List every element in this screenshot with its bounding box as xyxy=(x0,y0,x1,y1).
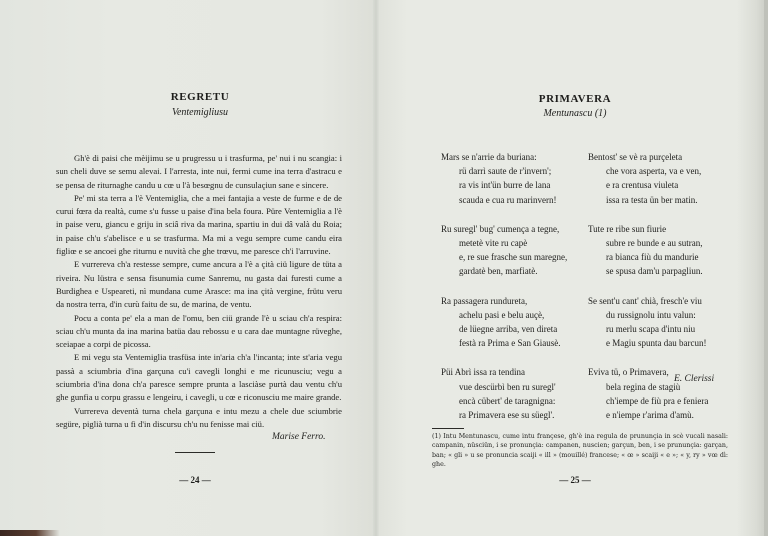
verse-line: issa ra testa ün ber matin. xyxy=(606,194,698,205)
verse-line: Ru suregl' bug' cumença a tegne, xyxy=(441,223,560,234)
stanza xyxy=(441,365,567,422)
verse-line: ra vis int'ün burre de lana xyxy=(459,180,551,191)
right-page-title: PRIMAVERA xyxy=(538,93,612,105)
verse-line: Ra passagera rundureta, xyxy=(441,295,528,306)
stanza xyxy=(588,294,708,351)
left-page-signature: Marise Ferro. xyxy=(272,432,326,442)
paragraph: Pocu a conta pe' ela a man de l'omu, ben ciü grande l'è u sciau ch'a respira: sciau ch'u munta da ina marina batüa dau rebossu e u cara dae muntagne rüveghe, sceiapae a corpi de picossa. xyxy=(56,312,342,350)
paragraph: Gh'è di paisi che mèijimu se u prugressu u i trasfurma, pe' nui i nu scangia: i sun cheli duve se semu alevai. I l'arresta, inte nui, fermi cume ina terra d'astracu e se pensa de riturnaghe candu u cœ u l'à besœgnu de cunsulaçiun sane e sincere. xyxy=(56,153,342,190)
verse-line: subre re bunde e au sutran, xyxy=(606,238,703,249)
poem-column-right xyxy=(588,150,708,437)
left-page-body xyxy=(56,152,342,431)
stanza xyxy=(441,222,567,279)
verse-line: ru merlu scapa d'intu niu xyxy=(606,324,696,335)
book-cover-corner xyxy=(0,530,60,536)
verse-line: achelu pasi e belu auçè, xyxy=(459,309,545,320)
separator-rule xyxy=(175,452,215,453)
verse-line: che vora asperta, va e ven, xyxy=(606,166,702,177)
verse-line: ra Primavera ese su süegl'. xyxy=(459,410,555,421)
verse-line: Püi Abrì issa ra tendina xyxy=(441,367,525,378)
page-number-right: — 25 — xyxy=(559,475,591,485)
verse-line: e n'iempe r'arima d'amù. xyxy=(606,410,694,421)
stanza xyxy=(441,150,567,207)
poem-column-left xyxy=(441,150,567,437)
verse-line: ch'iempe de fiù pra e feniera xyxy=(606,395,709,406)
right-page-signature: E. Clerissi xyxy=(674,374,715,384)
verse-line: Mars se n'arrie da buriana: xyxy=(441,152,537,162)
verse-line: festà ra Prima e San Giausè. xyxy=(459,338,561,349)
verse-line: du russignolu intu valun: xyxy=(606,309,696,320)
footnote-rule xyxy=(432,428,464,429)
page-edge xyxy=(764,0,768,536)
verse-line: vue descürbì ben ru suregl' xyxy=(459,381,556,392)
verse-line: encà cübert' de taragnigna: xyxy=(459,395,556,406)
stanza xyxy=(588,150,708,207)
verse-line: e ra crentusa viuleta xyxy=(606,180,679,191)
left-page-title: REGRETU xyxy=(170,91,230,103)
verse-line: Tute re ribe sun fiurie xyxy=(588,223,667,234)
verse-line: gardatè ben, marfiatè. xyxy=(459,266,538,277)
verse-line: bela regina de stagiù xyxy=(606,381,681,392)
paragraph: E mi vegu sta Ventemiglia trasfüsa inte in'aria ch'a l'incanta; inte st'aria vegu passà a sciumbria d'ina garçuna cu'i cavegli longhi e me ricunusciu; vegu a sciumbria d'ina dona ch'a paresce sempre prunta a lasciàse purtà dau ventu ch'u ghe gunfia u corpu grassu e lengeiru, i cavegli, u cœ e riconusciu me maire grande. xyxy=(56,352,342,403)
page-number-left: — 24 — xyxy=(179,475,211,485)
verse-line: de lüegne arriba, ven direta xyxy=(459,324,558,335)
verse-line: e Magiu spunta dau barcun! xyxy=(606,338,707,349)
right-page-subtitle: Mentunascu (1) xyxy=(543,108,607,119)
verse-line: rü darrì saute de r'invern'; xyxy=(459,166,552,177)
verse-line: Eviva tü, o Primavera, xyxy=(588,367,669,378)
verse-line: se spusa dam'u parpagliun. xyxy=(606,266,703,277)
verse-line: metetè vite ru capè xyxy=(459,238,528,249)
stanza xyxy=(441,294,567,351)
left-page-subtitle: Ventemigliusu xyxy=(171,107,229,118)
verse-line: ra bianca fiù du mandurie xyxy=(606,252,699,263)
paragraph: E vurrereva ch'a restesse sempre, cume ancura a l'è a çità ciü ligure de tüta a riveira. Nu lüstra e sensa fisunumia cume Sanremu, nu gasta dai furesti cume a Burdighea e Uspeareti, nì mundana cume Arasce: ma ina çità vergine, frütu veru da nostra terra, d'in curù faitu de su, de marina, de ventu. xyxy=(56,259,342,310)
stanza xyxy=(588,222,708,279)
verse-line: e, re sue frasche sun maregne, xyxy=(459,252,568,263)
paragraph: Vurrereva deventà turna chela garçuna e intu mezu a chele due sciumbrie següre, piglià turna u fi d'in discursu ch'u nu fenisse mai ciü. xyxy=(56,405,342,429)
verse-line: Bentost' se vè ra purçeleta xyxy=(588,152,683,162)
verse-line: scauda e cua ru marinvern! xyxy=(459,194,557,205)
paragraph: Pe' mi sta terra a l'è Ventemiglia, che a mei fantajia a veste de furme e de de curui fœra da realtà, cume s'u fusse u paise d'ina bela foura. Püre Ventemiglia a l'è in paise veru, giancu e griju in sciâ riva da marina, spartiu in dui dâ valà du Roia; in paise ch'u s'abelisce e u se trasfurma. Ma mi a vegu sempre cume candu eira figliœ e se ancoei ghe riturnu e nuvità che ghe trœvu, me paresce ch'i l'arruvine. xyxy=(56,192,342,257)
book-spine xyxy=(373,0,379,536)
verse-line: Se sent'u cant' chià, fresch'e viu xyxy=(588,295,702,306)
footnote: (1) Intu Mentunascu, cume intu françese, gh'è ina regula de prununçia in scè vucali nasali: campanin, nüsciün, i se pronunçia: campanen, nuscien; garçun, ben, i se prununçia: garçan, ban; « gli » u se pronuncia scaiji « ill » (mouillé) francese; « œ » scaiji « e »; « y, ry » vœ dì: ghe. xyxy=(432,433,728,469)
